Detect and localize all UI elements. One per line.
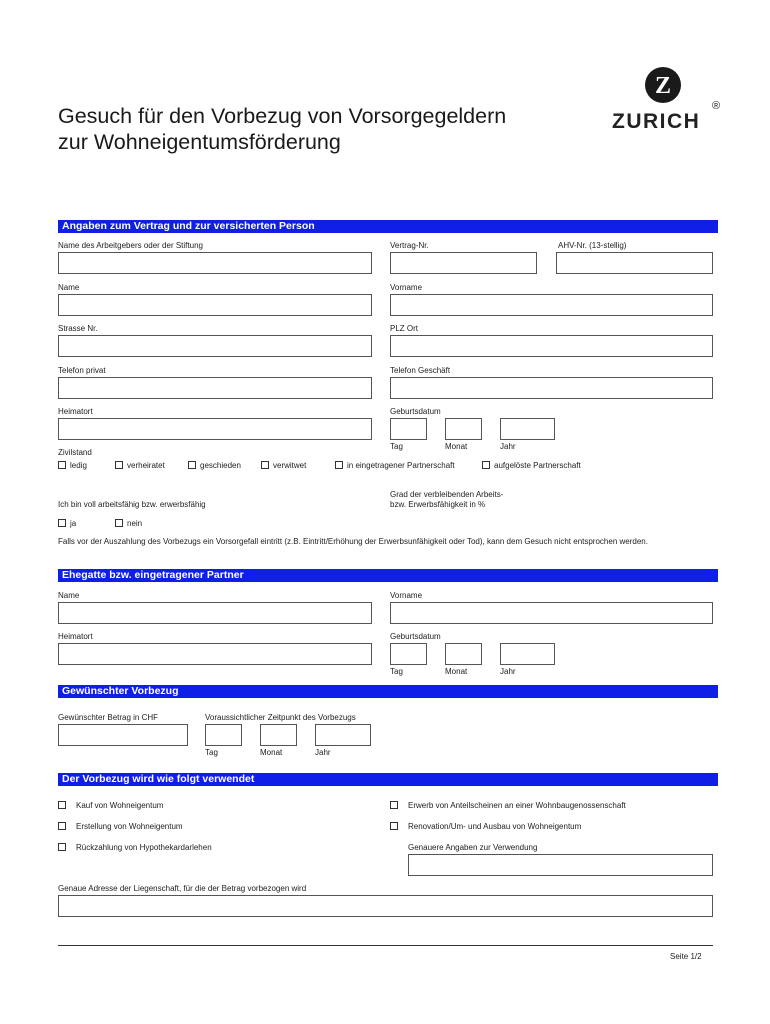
label-name: Name [58, 283, 80, 292]
adresse-field[interactable] [58, 895, 713, 917]
option-aufgeloeste-partnerschaft[interactable] [482, 461, 581, 471]
label-grad-line2: bzw. Erwerbsfähigkeit in % [390, 500, 486, 509]
label-contract-no: Vertrag-Nr. [390, 241, 429, 250]
footer-divider [58, 945, 713, 946]
partner-birth-month-field[interactable] [445, 643, 482, 665]
checkbox-erwerb[interactable] [390, 801, 398, 809]
option-renovation[interactable] [390, 822, 581, 832]
vorbezug-year-field[interactable] [315, 724, 371, 746]
plz-ort-field[interactable] [390, 335, 713, 357]
vorbezug-day-field[interactable] [205, 724, 242, 746]
option-rueckzahlung[interactable] [58, 843, 212, 853]
option-verheiratet-label: verheiratet [127, 461, 165, 470]
checkbox-verheiratet[interactable] [115, 461, 123, 469]
partner-birth-year-field[interactable] [500, 643, 555, 665]
label-partner-geburtsdatum: Geburtsdatum [390, 632, 441, 641]
checkbox-aufgeloeste-partnerschaft[interactable] [482, 461, 490, 469]
label-employer: Name des Arbeitgebers oder der Stiftung [58, 241, 203, 250]
checkbox-rueckzahlung[interactable] [58, 843, 66, 851]
section-header-verwendung: Der Vorbezug wird wie folgt verwendet [58, 773, 718, 786]
option-erstellung[interactable] [58, 822, 183, 832]
birth-day-field[interactable] [390, 418, 427, 440]
option-eingetragene-partnerschaft[interactable] [335, 461, 455, 471]
strasse-field[interactable] [58, 335, 372, 357]
telefon-geschaeft-field[interactable] [390, 377, 713, 399]
partner-vorname-field[interactable] [390, 602, 713, 624]
option-erwerb-label: Erwerb von Anteilscheinen an einer Wohnbaugenossenschaft [408, 801, 626, 810]
checkbox-renovation[interactable] [390, 822, 398, 830]
checkbox-verwitwet[interactable] [261, 461, 269, 469]
option-renovation-label: Renovation/Um- und Ausbau von Wohneigentum [408, 822, 582, 831]
section-header-vorbezug: Gewünschter Vorbezug [58, 685, 718, 698]
label-zivilstand: Zivilstand [58, 448, 92, 457]
vorbezug-month-field[interactable] [260, 724, 297, 746]
label-betrag: Gewünschter Betrag in CHF [58, 713, 159, 722]
genauere-angaben-field[interactable] [408, 854, 713, 876]
page-number: Seite 1/2 [670, 952, 702, 961]
checkbox-erstellung[interactable] [58, 822, 66, 830]
section-header-partner: Ehegatte bzw. eingetragener Partner [58, 569, 718, 582]
label-partner-name: Name [58, 591, 80, 600]
label-vorbezug-monat: Monat [260, 748, 283, 757]
partner-birth-day-field[interactable] [390, 643, 427, 665]
heimatort-field[interactable] [58, 418, 372, 440]
vorname-field[interactable] [390, 294, 713, 316]
label-vorbezug-tag: Tag [205, 748, 218, 757]
checkbox-geschieden[interactable] [188, 461, 196, 469]
label-zeitpunkt: Voraussichtlicher Zeitpunkt des Vorbezugs [205, 713, 356, 722]
option-verheiratet[interactable] [115, 461, 165, 471]
name-field[interactable] [58, 294, 372, 316]
label-telefon-privat: Telefon privat [58, 366, 106, 375]
label-partner-vorname: Vorname [390, 591, 423, 600]
option-aufgeloeste-label: aufgelöste Partnerschaft [494, 461, 581, 470]
label-heimatort: Heimatort [58, 407, 93, 416]
option-erwerb[interactable] [390, 801, 626, 811]
birth-year-field[interactable] [500, 418, 555, 440]
label-plz-ort: PLZ Ort [390, 324, 419, 333]
option-ja-label: ja [70, 519, 77, 528]
label-arbeitsfaehig: Ich bin voll arbeitsfähig bzw. erwerbsfähig [58, 500, 206, 509]
checkbox-eingetragene-partnerschaft[interactable] [335, 461, 343, 469]
option-rueckzahlung-label: Rückzahlung von Hypothekardarlehen [76, 843, 212, 852]
ahv-no-field[interactable] [556, 252, 713, 274]
label-strasse: Strasse Nr. [58, 324, 98, 333]
option-nein[interactable] [115, 519, 142, 529]
option-kauf[interactable] [58, 801, 163, 811]
option-ledig[interactable] [58, 461, 87, 471]
option-eingetragene-label: in eingetragener Partnerschaft [347, 461, 455, 470]
logo-text: ZURICH [612, 110, 701, 133]
telefon-privat-field[interactable] [58, 377, 372, 399]
option-ja[interactable] [58, 519, 76, 529]
option-ledig-label: ledig [70, 461, 87, 470]
zurich-logo-icon [644, 66, 682, 104]
label-partner-tag: Tag [390, 667, 403, 676]
label-ahv-no: AHV-Nr. (13-stellig) [558, 241, 627, 250]
checkbox-ledig[interactable] [58, 461, 66, 469]
label-jahr: Jahr [500, 442, 516, 451]
birth-month-field[interactable] [445, 418, 482, 440]
label-grad-line1: Grad der verbleibenden Arbeits- [390, 490, 504, 499]
registered-mark: ® [712, 100, 721, 112]
employer-field[interactable] [58, 252, 372, 274]
option-nein-label: nein [127, 519, 143, 528]
label-monat: Monat [445, 442, 468, 451]
label-geburtsdatum: Geburtsdatum [390, 407, 441, 416]
label-partner-monat: Monat [445, 667, 468, 676]
contract-no-field[interactable] [390, 252, 537, 274]
note-vorsorgefall: Falls vor der Auszahlung des Vorbezugs ein Vorsorgefall eintritt (z.B. Eintritt/Erhöhung der Erwerbsunfähigkeit oder Tod), kann dem Gesuch nicht entsprochen werden. [58, 537, 648, 546]
checkbox-nein[interactable] [115, 519, 123, 527]
checkbox-ja[interactable] [58, 519, 66, 527]
partner-name-field[interactable] [58, 602, 372, 624]
option-erstellung-label: Erstellung von Wohneigentum [76, 822, 183, 831]
checkbox-kauf[interactable] [58, 801, 66, 809]
label-genauere-angaben: Genauere Angaben zur Verwendung [408, 843, 538, 852]
option-geschieden[interactable] [188, 461, 241, 471]
option-kauf-label: Kauf von Wohneigentum [76, 801, 164, 810]
form-title-line2: zur Wohneigentumsförderung [58, 130, 341, 154]
label-partner-jahr: Jahr [500, 667, 516, 676]
betrag-field[interactable] [58, 724, 188, 746]
option-verwitwet-label: verwitwet [273, 461, 307, 470]
label-tag: Tag [390, 442, 403, 451]
section-header-contract: Angaben zum Vertrag und zur versicherten Person [58, 220, 718, 233]
partner-heimatort-field[interactable] [58, 643, 372, 665]
label-vorbezug-jahr: Jahr [315, 748, 331, 757]
label-adresse: Genaue Adresse der Liegenschaft, für die der Betrag vorbezogen wird [58, 884, 307, 893]
label-vorname: Vorname [390, 283, 423, 292]
option-verwitwet[interactable] [261, 461, 306, 471]
label-partner-heimatort: Heimatort [58, 632, 93, 641]
option-geschieden-label: geschieden [200, 461, 241, 470]
label-telefon-geschaeft: Telefon Geschäft [390, 366, 451, 375]
logo-mark: Z [654, 73, 672, 99]
form-title-line1: Gesuch für den Vorbezug von Vorsorgegeldern [58, 104, 507, 128]
